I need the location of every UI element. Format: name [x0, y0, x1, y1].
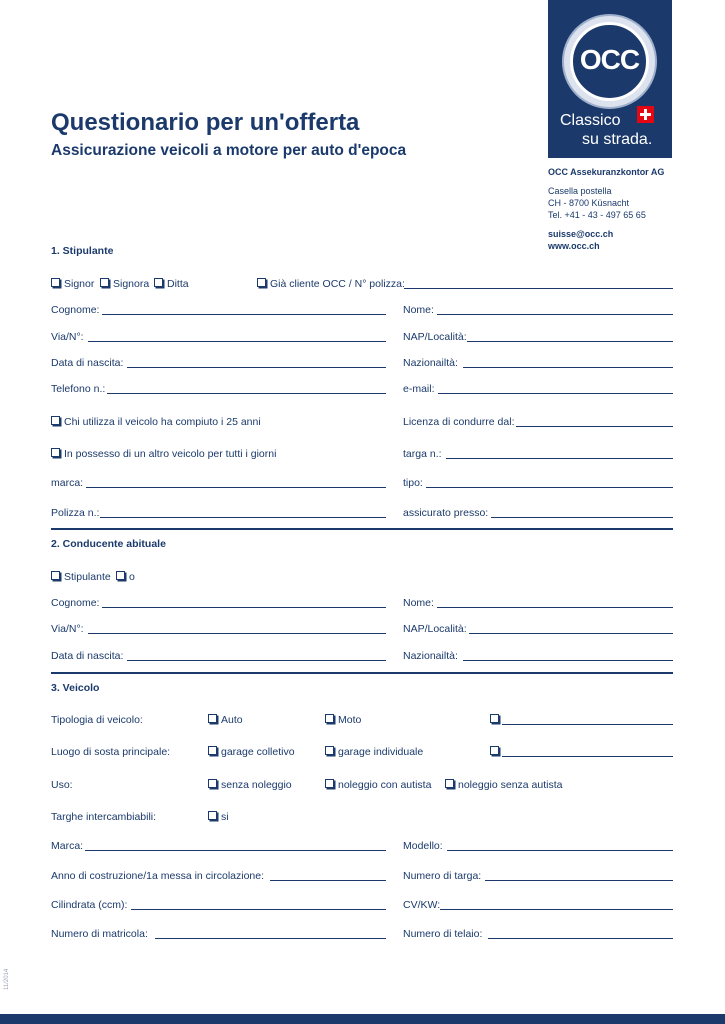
s1-nationality-field[interactable] [463, 367, 673, 368]
s3-make-label: Marca: [51, 840, 84, 852]
s1-insurer-field[interactable] [491, 517, 673, 518]
s3-model-label: Modello: [403, 840, 443, 852]
s3-displacement-label: Cilindrata (ccm): [51, 899, 128, 911]
checkbox-icon[interactable] [100, 278, 109, 287]
s3-model-field[interactable] [447, 850, 673, 851]
logo-text: OCC [579, 44, 640, 75]
company-name: OCC Assekuranzkontor AG [548, 167, 665, 177]
s1-nome-label: Nome: [403, 304, 434, 316]
s1-policy-field[interactable] [100, 517, 386, 518]
s2-via-field[interactable] [88, 633, 386, 634]
section2-divider [51, 672, 673, 674]
parking-collective[interactable]: garage colletivo [208, 746, 295, 759]
s3-make-field[interactable] [85, 850, 386, 851]
salutation-signora[interactable]: Signora [100, 278, 149, 291]
checkbox-icon[interactable] [51, 571, 60, 580]
checkbox-icon[interactable] [257, 278, 266, 287]
s2-nationality-label: Nazionailtà: [403, 650, 458, 662]
parking-other[interactable] [490, 746, 503, 759]
s3-plate-label: Numero di targa: [403, 870, 482, 882]
s1-nationality-label: Nazionailtà: [403, 357, 458, 369]
swiss-flag-icon [637, 106, 654, 123]
license-field[interactable] [516, 426, 673, 427]
s1-nap-field[interactable] [467, 341, 673, 342]
s2-nome-label: Nome: [403, 597, 434, 609]
checkbox-icon[interactable] [445, 779, 454, 788]
checkbox-icon[interactable] [208, 714, 217, 723]
section3-title: 3. Veicolo [51, 682, 100, 694]
s1-birthdate-field[interactable] [127, 367, 386, 368]
checkbox-icon[interactable] [208, 746, 217, 755]
s2-nap-field[interactable] [469, 633, 673, 634]
s2-nome-field[interactable] [437, 607, 673, 608]
s1-birthdate-label: Data di nascita: [51, 357, 124, 369]
s3-plate-field[interactable] [485, 880, 673, 881]
footer-bar [0, 1014, 725, 1024]
checkbox-icon[interactable] [51, 278, 60, 287]
s2-cognome-field[interactable] [102, 607, 386, 608]
s1-plate-field[interactable] [446, 458, 673, 459]
section1-title: 1. Stipulante [51, 245, 114, 257]
s3-displacement-field[interactable] [131, 909, 386, 910]
s1-cognome-label: Cognome: [51, 304, 100, 316]
company-phone: Tel. +41 - 43 - 497 65 65 [548, 210, 646, 220]
usage-label: Uso: [51, 779, 73, 791]
s3-power-field[interactable] [440, 909, 673, 910]
salutation-signor[interactable]: Signor [51, 278, 94, 291]
vehicle-type-label: Tipologia di veicolo: [51, 714, 143, 726]
checkbox-icon[interactable] [325, 714, 334, 723]
checkbox-icon[interactable] [208, 811, 217, 820]
vehicle-type-other-field[interactable] [502, 724, 673, 725]
s1-make-field[interactable] [86, 487, 386, 488]
s1-cognome-field[interactable] [102, 314, 386, 315]
parking-individual[interactable]: garage individuale [325, 746, 423, 759]
existing-client-option[interactable]: Già cliente OCC / N° polizza: [257, 278, 405, 291]
s1-via-label: Via/N°: [51, 331, 84, 343]
company-address2: CH - 8700 Küsnacht [548, 198, 630, 208]
s1-email-field[interactable] [438, 393, 673, 394]
checkbox-icon[interactable] [325, 779, 334, 788]
section2-title: 2. Conducente abituale [51, 538, 166, 550]
s3-chassis-field[interactable] [488, 938, 673, 939]
s2-nap-label: NAP/Località: [403, 623, 467, 635]
s3-serial-field[interactable] [155, 938, 386, 939]
slogan-line1: Classico [560, 112, 621, 129]
policy-number-field[interactable] [404, 288, 673, 289]
s1-type-label: tipo: [403, 477, 423, 489]
usage-rental-no-driver[interactable]: noleggio senza autista [445, 779, 563, 792]
s1-phone-label: Telefono n.: [51, 383, 106, 395]
other-vehicle-option[interactable]: In possesso di un altro veicolo per tutti i giorni [51, 448, 276, 461]
company-web[interactable]: www.occ.ch [548, 241, 600, 251]
usage-no-rental[interactable]: senza noleggio [208, 779, 292, 792]
company-email[interactable]: suisse@occ.ch [548, 229, 614, 239]
checkbox-icon[interactable] [154, 278, 163, 287]
s3-year-label: Anno di costruzione/1a messa in circolazione: [51, 870, 265, 882]
s3-serial-label: Numero di matricola: [51, 928, 148, 940]
s3-chassis-label: Numero di telaio: [403, 928, 483, 940]
s1-insurer-label: assicurato presso: [403, 507, 489, 519]
checkbox-icon[interactable] [51, 416, 60, 425]
s2-cognome-label: Cognome: [51, 597, 100, 609]
s1-via-field[interactable] [88, 341, 386, 342]
checkbox-icon[interactable] [490, 746, 499, 755]
s1-phone-field[interactable] [107, 393, 386, 394]
vehicle-type-auto[interactable]: Auto [208, 714, 243, 727]
brand-logo-panel [548, 0, 672, 158]
age25-option[interactable]: Chi utilizza il veicolo ha compiuto i 25 anni [51, 416, 261, 429]
section1-divider [51, 528, 673, 530]
s1-nome-field[interactable] [437, 314, 673, 315]
interchangeable-plates-yes[interactable]: si [208, 811, 229, 824]
vehicle-type-other[interactable] [490, 714, 503, 727]
form-code: 11/2014 [4, 968, 10, 990]
s1-make-label: marca: [51, 477, 84, 489]
s1-nap-label: NAP/Località: [403, 331, 467, 343]
usage-rental-driver[interactable]: noleggio con autista [325, 779, 431, 792]
interchangeable-plates-label: Targhe intercambiabili: [51, 811, 157, 823]
driver-other-option[interactable]: o [116, 571, 135, 584]
s1-type-field[interactable] [426, 487, 673, 488]
parking-other-field[interactable] [502, 756, 673, 757]
company-address1: Casella postella [548, 186, 612, 196]
s2-via-label: Via/N°: [51, 623, 84, 635]
s2-nationality-field[interactable] [463, 660, 673, 661]
page-title: Questionario per un'offerta [51, 109, 360, 136]
s1-plate-label: targa n.: [403, 448, 442, 460]
parking-label: Luogo di sosta principale: [51, 746, 171, 758]
page-subtitle: Assicurazione veicoli a motore per auto d'epoca [51, 142, 407, 159]
company-info [548, 166, 664, 252]
salutation-ditta[interactable]: Ditta [154, 278, 189, 291]
s3-year-field[interactable] [270, 880, 386, 881]
s2-birthdate-field[interactable] [127, 660, 386, 661]
s1-email-label: e-mail: [403, 383, 435, 395]
s3-power-label: CV/KW: [403, 899, 441, 911]
checkbox-icon[interactable] [325, 746, 334, 755]
s1-policy-label: Polizza n.: [51, 507, 100, 519]
checkbox-icon[interactable] [51, 448, 60, 457]
driver-stipulante-option[interactable]: Stipulante [51, 571, 111, 584]
s2-birthdate-label: Data di nascita: [51, 650, 124, 662]
checkbox-icon[interactable] [116, 571, 125, 580]
slogan-line2: su strada. [582, 131, 653, 148]
checkbox-icon[interactable] [208, 779, 217, 788]
license-label: Licenza di condurre dal: [403, 416, 515, 428]
checkbox-icon[interactable] [490, 714, 499, 723]
vehicle-type-moto[interactable]: Moto [325, 714, 361, 727]
